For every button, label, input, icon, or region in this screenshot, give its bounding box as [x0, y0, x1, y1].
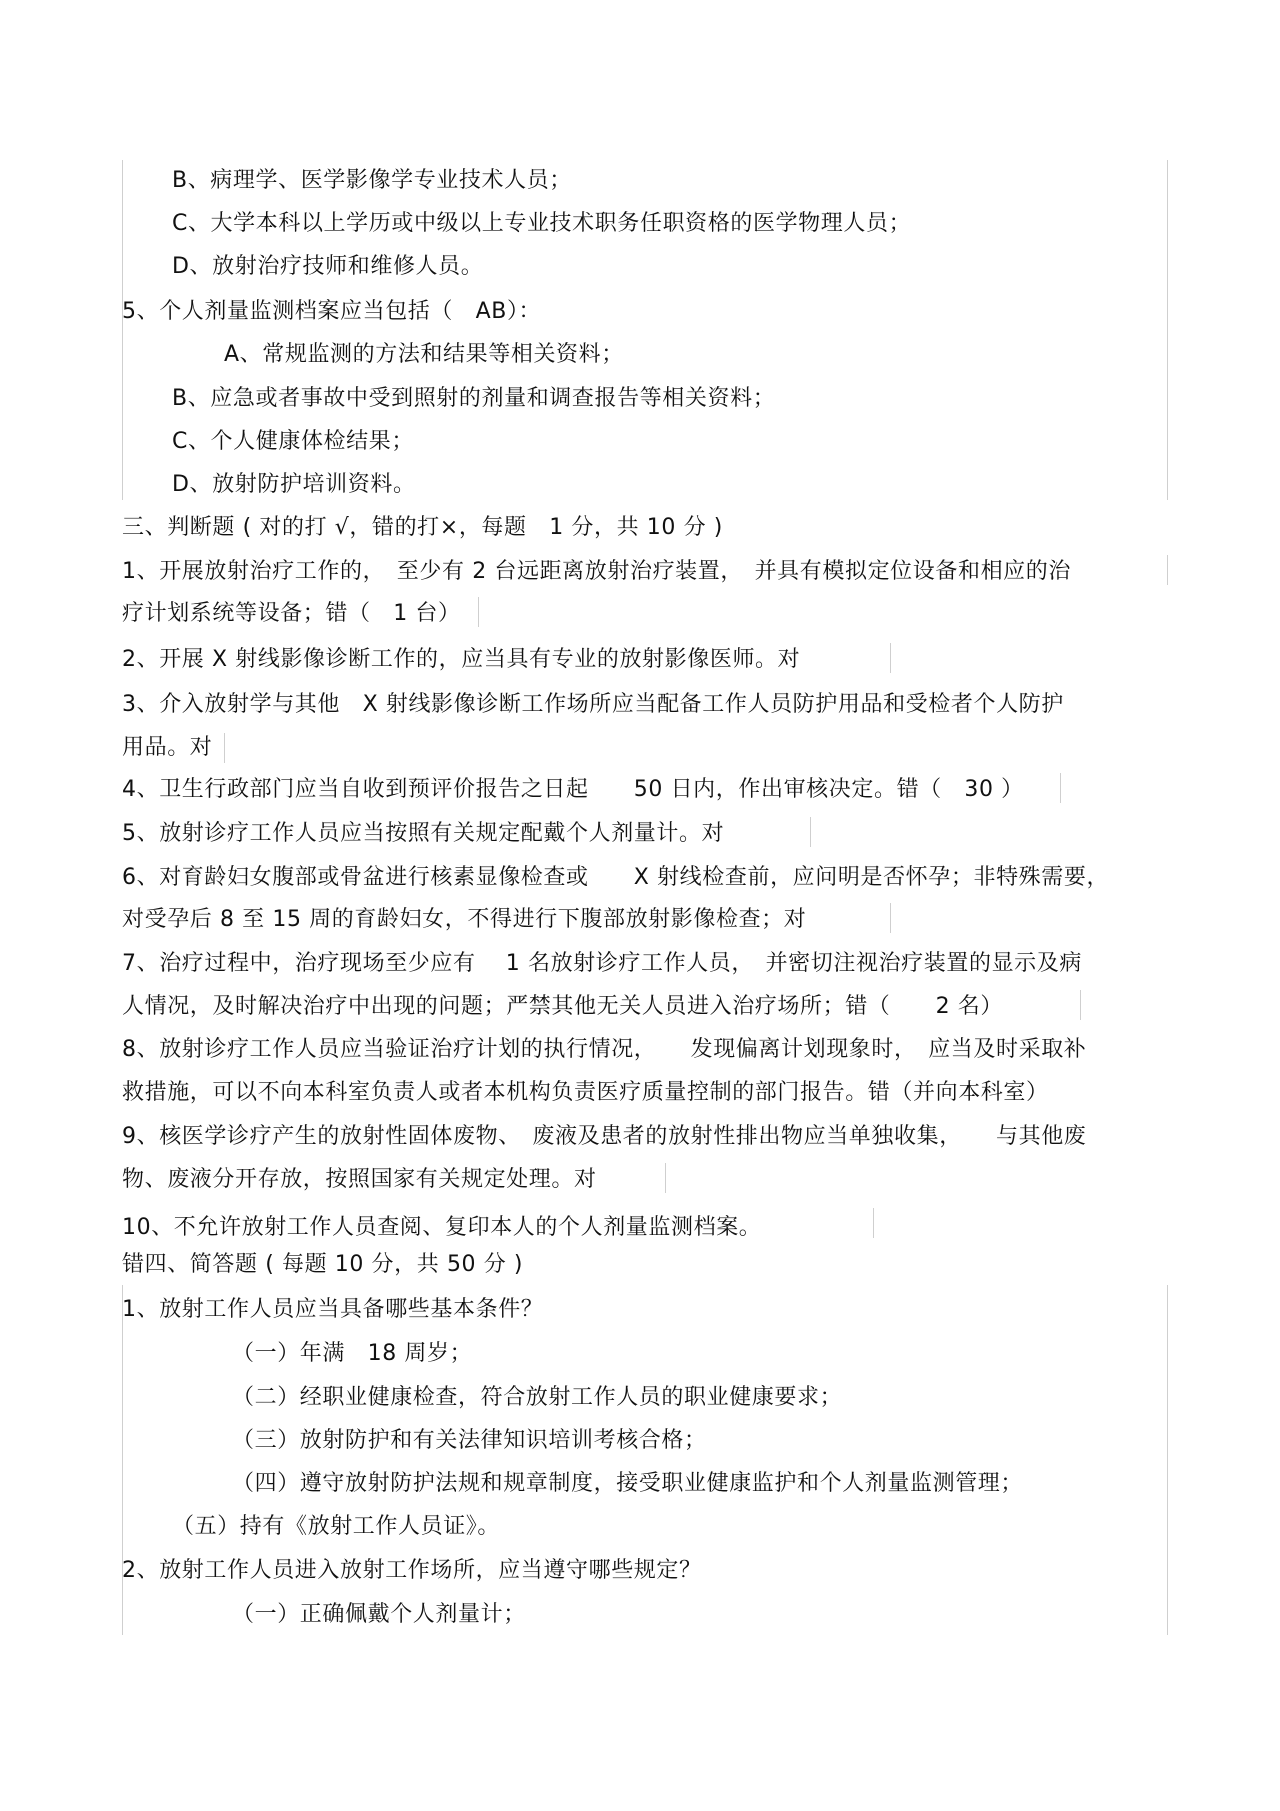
left-rule-top — [122, 160, 123, 500]
answer-rule-q5 — [810, 817, 811, 847]
sa-q1-answer-1: （一）年满 18 周岁； — [232, 1341, 473, 1366]
answer-rule-q3 — [224, 733, 225, 763]
tf-7-line-2: 人情况，及时解决治疗中出现的问题；严禁其他无关人员进入治疗场所；错（ 2 名） — [122, 994, 1003, 1019]
q5-stem: 5、个人剂量监测档案应当包括（ AB）： — [122, 299, 542, 324]
tf-3-line-1: 3、介入放射学与其他 X 射线影像诊断工作场所应当配备工作人员防护用品和受检者个人防护 — [122, 692, 1064, 717]
tf-5: 5、放射诊疗工作人员应当按照有关规定配戴个人剂量计。对 — [122, 821, 725, 846]
answer-rule-q9 — [665, 1163, 666, 1193]
tf-8-line-1: 8、放射诊疗工作人员应当验证治疗计划的执行情况， 发现偏离计划现象时， 应当及时采取补 — [122, 1037, 1087, 1062]
sa-q2: 2、放射工作人员进入放射工作场所，应当遵守哪些规定？ — [122, 1558, 702, 1583]
answer-rule-q10 — [873, 1208, 874, 1238]
tf-1-line-1: 1、开展放射治疗工作的， 至少有 2 台远距离放射治疗装置， 并具有模拟定位设备和相应的治 — [122, 559, 1071, 584]
mc4-option-d: D、放射治疗技师和维修人员。 — [172, 254, 484, 279]
sa-q1-answer-2: （二）经职业健康检查，符合放射工作人员的职业健康要求； — [232, 1385, 843, 1410]
mc4-option-c: C、大学本科以上学历或中级以上专业技术职务任职资格的医学物理人员； — [172, 211, 912, 236]
answer-rule-q4 — [1060, 773, 1061, 803]
right-rule-middle — [1167, 555, 1168, 585]
tf-9-line-2: 物、废液分开存放，按照国家有关规定处理。对 — [122, 1167, 597, 1192]
tf-6-line-2: 对受孕后 8 至 15 周的育龄妇女，不得进行下腹部放射影像检查；对 — [122, 907, 807, 932]
tf-9-line-1: 9、核医学诊疗产生的放射性固体废物、 废液及患者的放射性排出物应当单独收集， 与其他废 — [122, 1124, 1087, 1149]
sa-q1-answer-4: （四）遵守放射防护法规和规章制度，接受职业健康监护和个人剂量监测管理； — [232, 1471, 1024, 1496]
tf-8-line-2: 救措施，可以不向本科室负责人或者本机构负责医疗质量控制的部门报告。错（并向本科室） — [122, 1080, 1049, 1105]
sa-q2-answer-1: （一）正确佩戴个人剂量计； — [232, 1602, 526, 1627]
mc4-option-b: B、病理学、医学影像学专业技术人员； — [172, 168, 572, 193]
answer-rule-q2 — [890, 643, 891, 673]
section-4-heading: 错四、简答题 ( 每题 10 分，共 50 分 ) — [122, 1252, 524, 1277]
q5-option-a: A、常规监测的方法和结果等相关资料； — [224, 342, 624, 367]
right-rule-bottom — [1167, 1285, 1168, 1635]
sa-q1-answer-3: （三）放射防护和有关法律知识培训考核合格； — [232, 1428, 707, 1453]
tf-3-line-2: 用品。对 — [122, 735, 213, 760]
tf-10: 10、不允许放射工作人员查阅、复印本人的个人剂量监测档案。 — [122, 1215, 762, 1240]
tf-1-line-2: 疗计划系统等设备；错（ 1 台） — [122, 601, 461, 626]
answer-rule-q7 — [1080, 990, 1081, 1020]
sa-q1-answer-5: （五）持有《放射工作人员证》。 — [172, 1514, 501, 1539]
q5-option-c: C、个人健康体检结果； — [172, 429, 414, 454]
q5-option-b: B、应急或者事故中受到照射的剂量和调查报告等相关资料； — [172, 386, 776, 411]
q5-option-d: D、放射防护培训资料。 — [172, 472, 416, 497]
tf-7-line-1: 7、治疗过程中，治疗现场至少应有 1 名放射诊疗工作人员， 并密切注视治疗装置的显示及病 — [122, 951, 1082, 976]
sa-q1: 1、放射工作人员应当具备哪些基本条件？ — [122, 1297, 544, 1322]
section-3-heading: 三、判断题 ( 对的打 √，错的打×，每题 1 分，共 10 分 ) — [122, 515, 723, 540]
tf-2: 2、开展 X 射线影像诊断工作的，应当具有专业的放射影像医师。对 — [122, 647, 801, 672]
right-rule-top — [1167, 160, 1168, 500]
answer-rule-q1 — [478, 597, 479, 627]
tf-6-line-1: 6、对育龄妇女腹部或骨盆进行核素显像检查或 X 射线检查前，应问明是否怀孕；非特殊需要， — [122, 865, 1110, 890]
tf-4: 4、卫生行政部门应当自收到预评价报告之日起 50 日内，作出审核决定。错（ 30 ） — [122, 777, 1024, 802]
answer-rule-q6 — [890, 903, 891, 933]
